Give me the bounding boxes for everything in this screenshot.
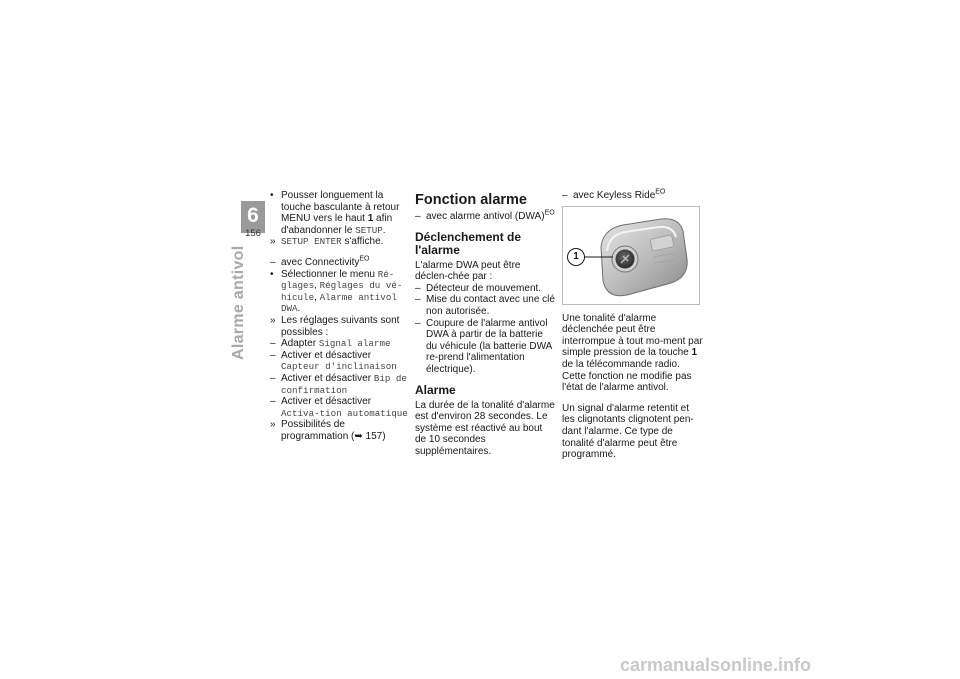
dash-icon: – [415,317,421,329]
list-item [415,283,555,295]
result-arrow-icon: » [270,236,276,248]
text: de la télécommande radio. Cette fonction ne modifie pas l'état de l'alarme antivol. [562,358,692,394]
text: Adapter [281,338,319,350]
subsection-heading: Déclenchement de l'alarme [415,229,522,257]
text: Activer et désactiver [281,372,374,384]
list-item [270,396,410,419]
display-text: Signal alarme [318,338,391,350]
dash-icon: – [270,372,276,384]
result-arrow-icon: » [270,419,276,431]
display-text: SETUP [355,224,383,236]
column-left [270,190,410,442]
text: Mise du contact avec une clé non autorisée. [426,294,555,317]
text: Détecteur de mouvement. [426,282,542,294]
paragraph: L'alarme DWA peut être déclen-chée par : [415,259,521,283]
text: avec alarme antivol (DWA) [426,211,545,222]
display-text: Ré-glages [281,268,395,292]
option-marker: EO [544,209,555,217]
dash-icon: – [415,211,421,222]
dash-icon: – [415,294,421,306]
text: Coupure de l'alarme antivol DWA à partir de la batterie du véhicule (la batterie DWA re-prend l'alimentation électrique). [426,317,552,375]
page-reference[interactable] [351,431,386,442]
subsection-heading: Alarme [415,382,456,397]
chapter-title: Alarme antivol [230,245,247,360]
list-item [270,373,410,396]
paragraph [562,313,704,394]
display-text: Bip de confirmation [281,372,407,396]
display-text: Alarme antivol DWA [281,291,397,315]
text: avec Keyless Ride [573,190,656,201]
page-number: 156 [245,228,261,239]
text: , [314,280,320,292]
list-item [270,338,410,350]
display-text: Réglages du vé-hicule [281,280,403,303]
text: Une tonalité d'alarme déclenchée peut être interrompue à tout mo-ment par simple pression de la touche [562,312,703,359]
list-item [415,294,555,317]
option-marker: EO [359,255,370,263]
display-text: Capteur d'inclinaison [281,361,397,373]
paragraph: Un signal d'alarme retentit et les clignotants clignotent pen-dant l'alarme. Ce type de tonalité d'alarme peut être programmé. [562,402,694,461]
list-item [270,315,410,338]
list-item [270,419,410,442]
bullet-icon: • [270,268,274,280]
dash-icon: – [270,256,276,268]
text: ( [351,430,355,442]
list-item [562,190,704,202]
dash-icon: – [562,190,568,201]
chapter-number: 6 [247,204,259,227]
list-item [270,190,410,236]
text: Activer et désactiver [281,349,372,361]
column-right [562,190,704,461]
text: avec Connectivity [281,256,360,268]
text: s'affiche. [341,236,384,248]
list-item [270,350,410,373]
text: Les réglages suivants sont possibles : [281,314,400,338]
text: . [297,303,301,315]
list-item [270,257,410,269]
list-item [270,269,410,315]
dash-icon: – [270,349,276,361]
bullet-icon: • [270,190,274,201]
text: afin d'abandonner le [281,213,393,236]
text: Activer et désactiver [281,396,372,408]
column-middle [415,190,555,458]
dash-icon: – [270,338,276,350]
remote-key-figure [562,206,700,305]
text: Possibilités de programmation [281,419,349,442]
page-ref-arrow-icon: ➥ [354,430,363,442]
text: , [314,291,320,303]
display-text: SETUP ENTER [281,236,342,248]
text: Sélectionner le menu [281,268,378,280]
list-item [415,318,555,376]
list-item [270,236,410,248]
result-arrow-icon: » [270,314,276,326]
text: Pousser longuement la touche basculante à retour MENU vers le haut [281,190,400,225]
watermark: carmanualsonline.info [620,655,812,675]
dash-icon: – [415,282,421,294]
reference-number: 1 [691,347,698,359]
alarm-button [612,246,638,272]
list-item [415,211,555,223]
dash-icon: – [270,396,276,408]
display-text: Activa-tion automatique [281,407,408,419]
text: . [382,224,386,236]
reference-number: 1 [367,213,374,225]
callout-label: 1 [567,248,585,266]
section-heading: Fonction alarme [415,192,527,208]
paragraph: La durée de la tonalité d'alarme est d'environ 28 secondes. Le système est réactivé au bout de 10 secondes supplémentaires. [415,399,555,457]
text: 157) [362,430,386,442]
option-marker: EO [655,188,666,196]
